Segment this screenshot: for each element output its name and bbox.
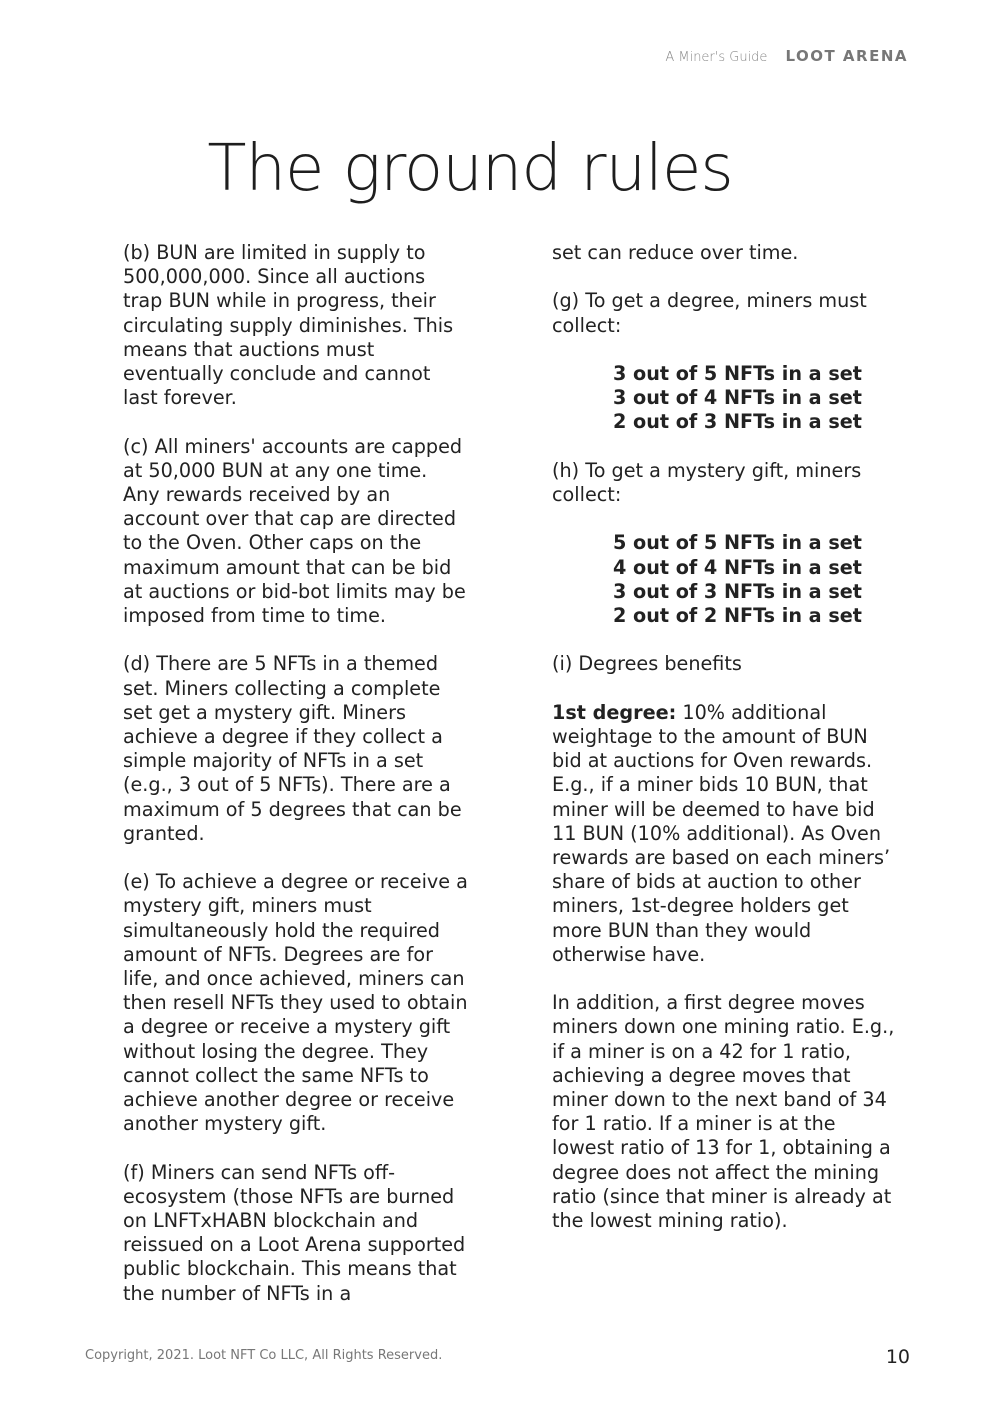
- page-header: [665, 47, 908, 65]
- list-item: 4 out of 4 NFTs in a set: [613, 555, 862, 579]
- first-degree-label: 1st degree:: [552, 700, 677, 724]
- list-item: 3 out of 3 NFTs in a set: [613, 579, 862, 603]
- paragraph-i: (i) Degrees benefits: [552, 652, 742, 676]
- paragraph-c: (c) All miners' accounts are capped at 50,000 BUN at any one time. Any rewards received by an account over that cap are directed to the Oven. Other caps on the maximum amount that can be bid at auctions or bid-bot limits may be imposed from time to time.: [123, 434, 466, 628]
- page-number: 10: [885, 1346, 910, 1368]
- degree-requirements-list: [552, 362, 897, 435]
- paragraph-b: (b) BUN are limited in supply to 500,000,000. Since all auctions trap BUN while in progress, their circulating supply diminishes. This means that auctions must eventually conclude and cannot last forever.: [123, 241, 454, 410]
- first-degree-paragraph: [552, 701, 897, 967]
- paragraph-h: (h) To get a mystery gift, miners collect:: [552, 458, 862, 506]
- paragraph-d: (d) There are 5 NFTs in a themed set. Miners collecting a complete set get a mystery gift. Miners achieve a degree if they collect a simple majority of NFTs in a set (e.g., 3 out of 5 NFTs). There are a maximum of 5 degrees that can be granted.: [123, 652, 462, 845]
- left-column: [123, 241, 468, 1330]
- paragraph-f: (f) Miners can send NFTs off-ecosystem (those NFTs are burned on LNFTxHABN blockchain and reissued on a Loot Arena supported public blockchain. This means that the number of NFTs in a: [123, 1160, 466, 1305]
- list-item: 5 out of 5 NFTs in a set: [613, 531, 862, 555]
- brand-logo: LOOT ARENA: [785, 47, 908, 65]
- mystery-gift-requirements-list: [552, 531, 897, 628]
- right-column: [552, 241, 897, 1257]
- first-degree-text: 10% additional weightage to the amount of BUN bid at auctions for Oven rewards. E.g., if a miner bids 10 BUN, that miner will be deemed to have bid 11 BUN (10% additional). As Oven rewards are based on each miners’ share of bids at auction to other miners, 1st-degree holders get more BUN than they would otherwise have.: [552, 700, 891, 966]
- addition-paragraph: In addition, a first degree moves miners down one mining ratio. E.g., if a miner is on a 42 for 1 ratio, achieving a degree moves that miner down to the next band of 34 for 1 ratio. If a miner is at the lowest ratio of 13 for 1, obtaining a degree does not affect the mining ratio (since that miner is already at the lowest mining ratio).: [552, 991, 895, 1233]
- paragraph-f-continued: set can reduce over time.: [552, 241, 799, 264]
- copyright-notice: Copyright, 2021. Loot NFT Co LLC, All Rights Reserved.: [85, 1348, 443, 1363]
- list-item: 3 out of 5 NFTs in a set: [613, 361, 862, 385]
- list-item: 3 out of 4 NFTs in a set: [613, 386, 862, 410]
- list-item: 2 out of 2 NFTs in a set: [613, 603, 862, 627]
- page-title: The ground rules: [207, 132, 733, 206]
- paragraph-e: (e) To achieve a degree or receive a mystery gift, miners must simultaneously hold the required amount of NFTs. Degrees are for life, and once achieved, miners can then resell NFTs they used to obtain a degree or receive a mystery gift without losing the degree. They cannot collect the same NFTs to achieve another degree or receive another mystery gift.: [123, 870, 468, 1136]
- list-item: 2 out of 3 NFTs in a set: [613, 410, 862, 434]
- guide-label: A Miner's Guide: [665, 50, 768, 65]
- paragraph-g: (g) To get a degree, miners must collect:: [552, 289, 867, 337]
